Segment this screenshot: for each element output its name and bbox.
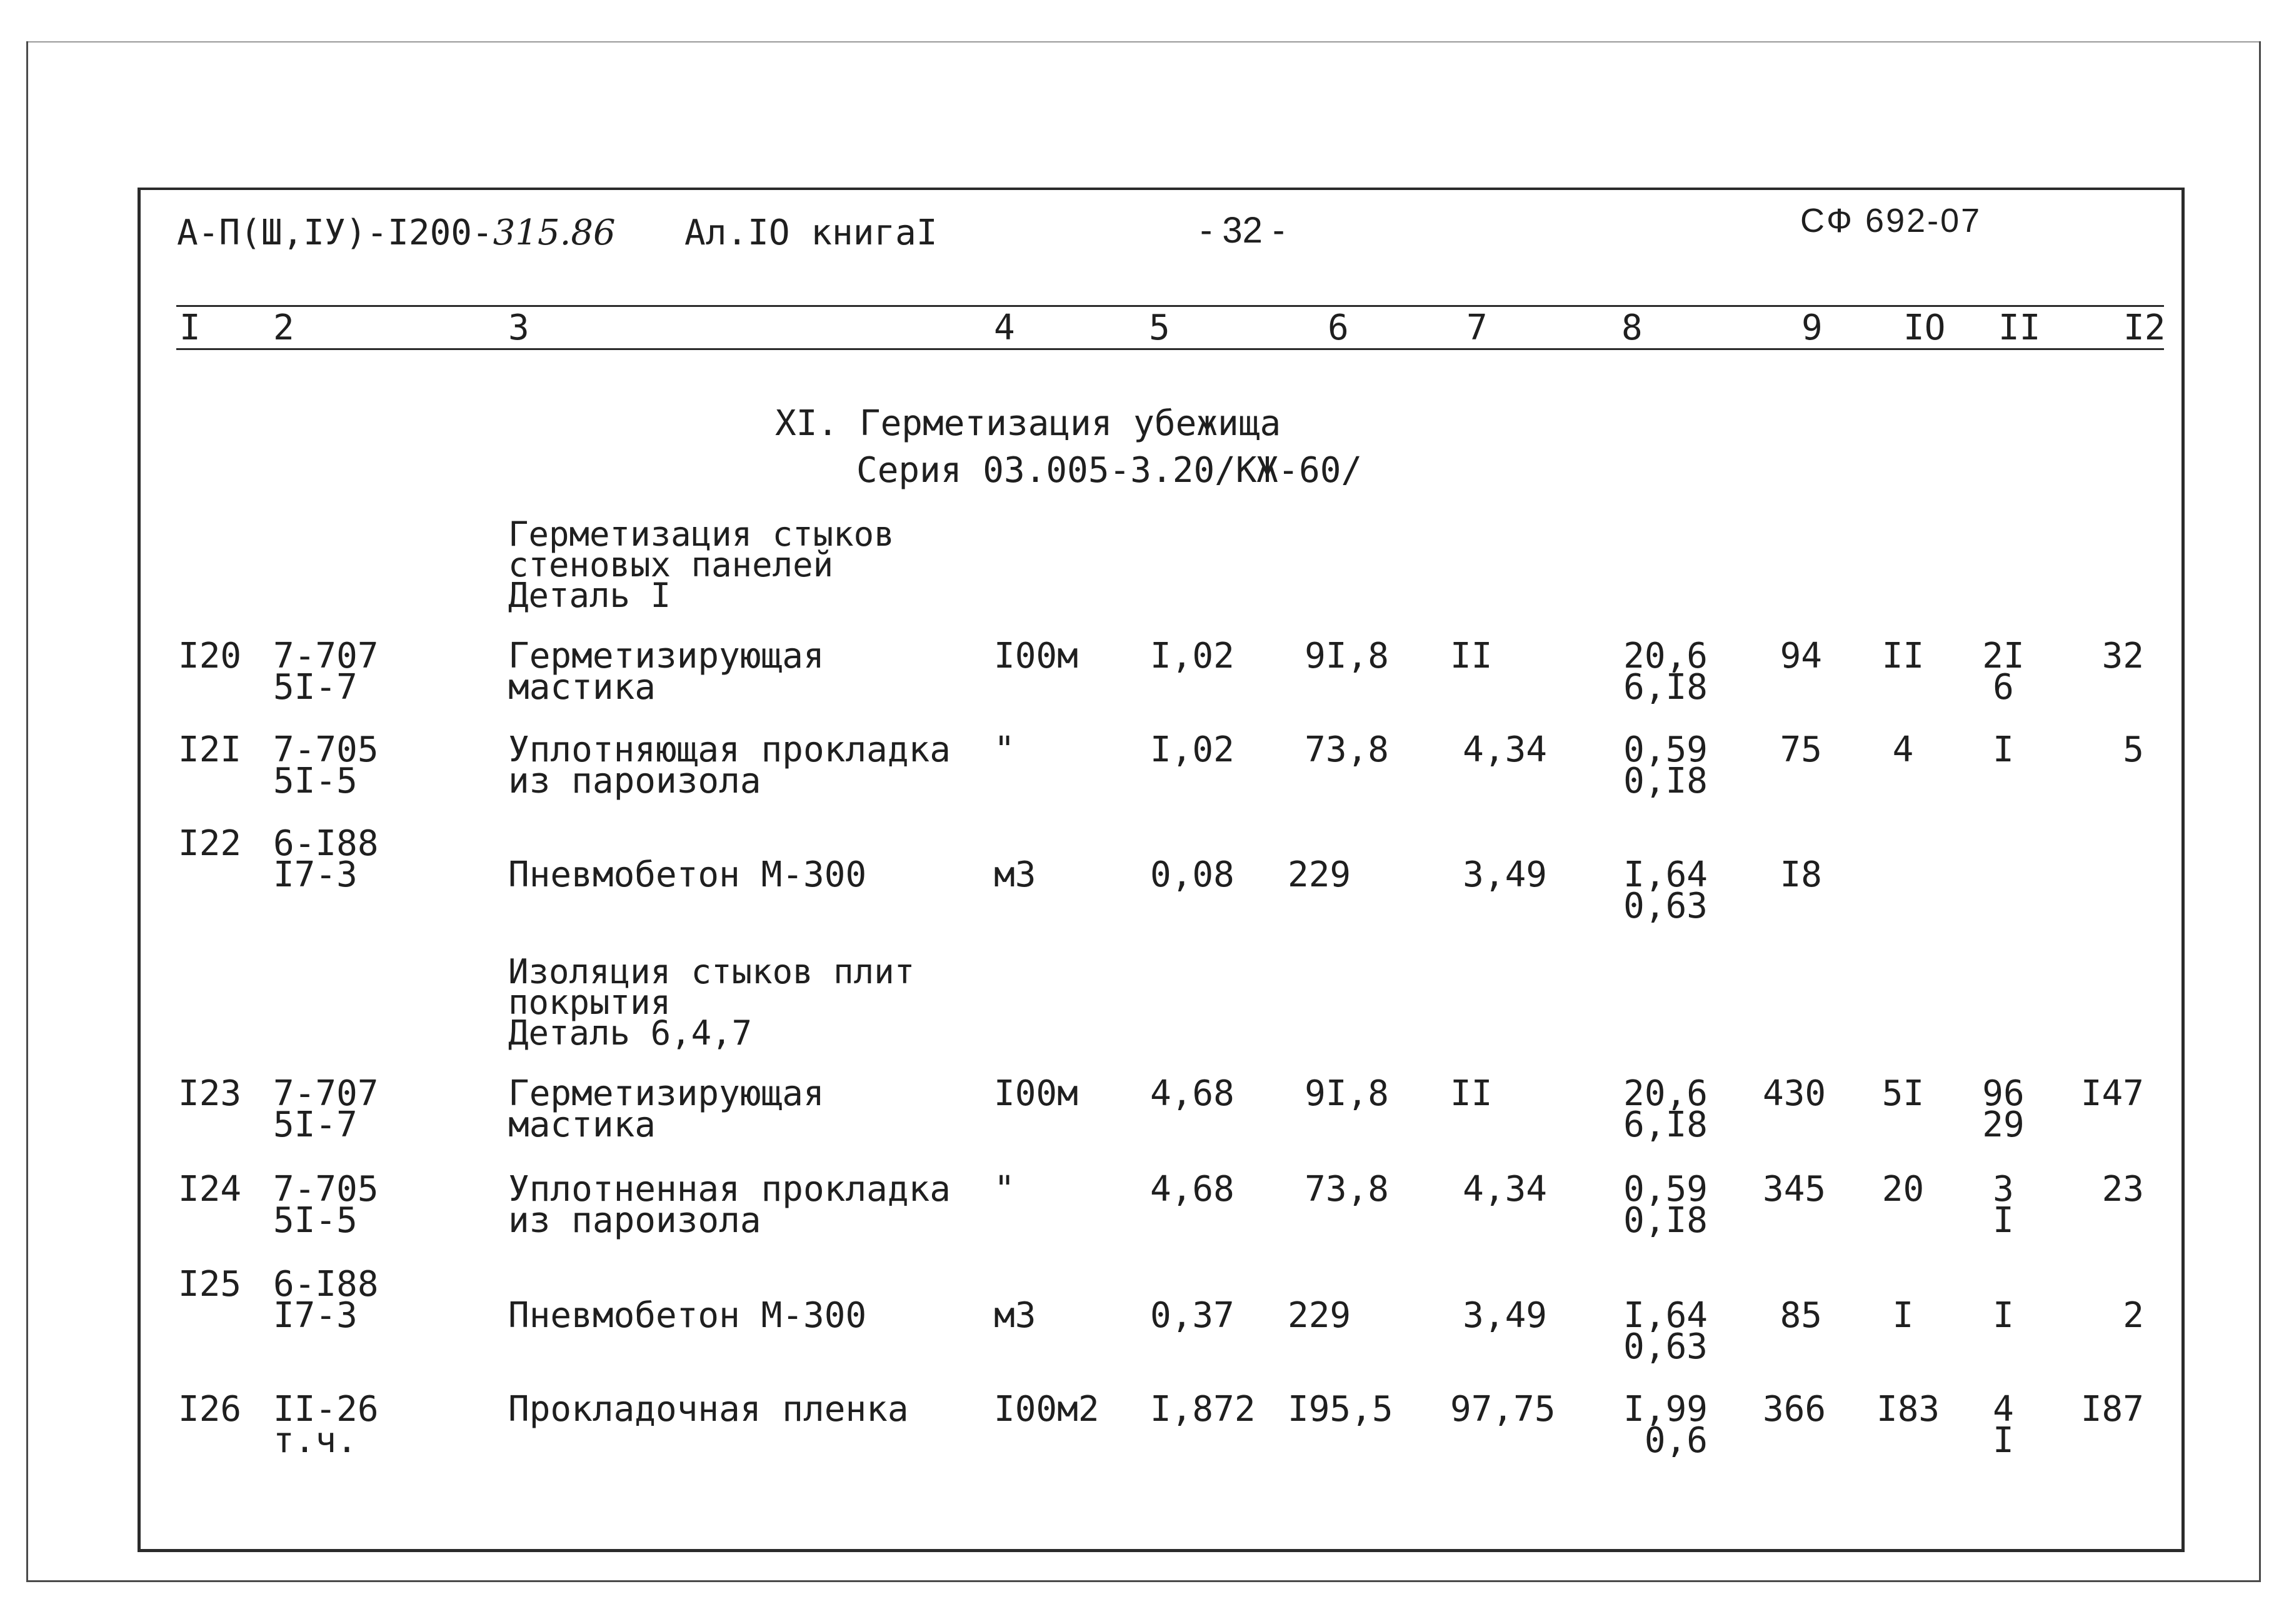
rate-code-line: 6-I88 [273, 1264, 379, 1305]
col11-value [1969, 1169, 2038, 1241]
col6-value: I95,5 [1288, 1389, 1393, 1430]
col6-value: 73,8 [1305, 729, 1389, 770]
col8-line: 0,I8 [1623, 761, 1708, 801]
col10-value: I [1892, 1295, 1914, 1336]
rate-code [273, 1389, 379, 1461]
unit: I00м [994, 636, 1078, 676]
column-number: 2 [273, 308, 294, 348]
album-label: Ал.IO книгаI [684, 213, 938, 253]
column-number: 9 [1801, 308, 1823, 348]
col10-value: 5I [1881, 1073, 1925, 1114]
rate-code-line: 6-I88 [273, 823, 379, 864]
rate-code [273, 729, 379, 801]
item-name [508, 636, 824, 708]
col9-value: I8 [1780, 855, 1822, 895]
rate-code-line: 7-705 [273, 1169, 379, 1210]
col6-value: 9I,8 [1305, 1073, 1389, 1114]
col12-value: I87 [2080, 1389, 2144, 1430]
col10-value: 4 [1892, 729, 1914, 770]
item-name [508, 1073, 824, 1145]
col11-line: 6 [1993, 667, 2014, 708]
col8-line: I,64 [1623, 855, 1708, 895]
col8-line: 0,I8 [1623, 1200, 1708, 1241]
col8-value [1600, 636, 1708, 708]
col11-line: 4 [1993, 1389, 2014, 1430]
unit: " [994, 1169, 1015, 1210]
col10-value: II [1881, 636, 1925, 676]
col8-line: 6,I8 [1623, 667, 1708, 708]
col11-line: I [1993, 1295, 2014, 1336]
rate-code-line: 5I-5 [273, 761, 358, 801]
item-name-line: мастика [508, 1105, 656, 1145]
unit: I00м2 [994, 1389, 1099, 1430]
group-heading [508, 952, 915, 1053]
col11-value [1969, 729, 2038, 770]
col7-value: 3,49 [1463, 855, 1547, 895]
item-name [508, 1295, 867, 1336]
col7-value: 4,34 [1463, 1169, 1547, 1210]
quantity: 0,08 [1150, 855, 1235, 895]
rate-code [273, 823, 379, 895]
item-name-line: Уплотненная прокладка [508, 1169, 951, 1210]
col11-value [1969, 636, 2038, 708]
row-number: I23 [178, 1073, 242, 1114]
row-number: I2I [178, 729, 242, 770]
rate-code-line: II-26 [273, 1389, 379, 1430]
rate-code-line: 7-705 [273, 729, 379, 770]
row-number: I22 [178, 823, 242, 864]
col7-value: 97,75 [1450, 1389, 1556, 1430]
rate-code [273, 636, 379, 708]
col8-line: I,64 [1623, 1295, 1708, 1336]
col10-value: 20 [1881, 1169, 1925, 1210]
rate-code [273, 1073, 379, 1145]
document-code [177, 213, 616, 253]
rate-code-line: 5I-7 [273, 1105, 358, 1145]
col11-line: I [1993, 1200, 2014, 1241]
col9-value: 345 [1763, 1169, 1826, 1210]
col7-value: II [1450, 636, 1493, 676]
col9-value: 366 [1763, 1389, 1826, 1430]
col11-line: I [1993, 1420, 2014, 1461]
item-name [508, 1389, 909, 1430]
col8-value [1600, 1073, 1708, 1145]
group-heading-line: покрытия [508, 983, 671, 1022]
column-number: II [1998, 308, 2041, 348]
rate-code-line: 5I-5 [273, 1200, 358, 1241]
item-name [508, 729, 951, 801]
quantity: 0,37 [1150, 1295, 1235, 1336]
col12-value: 23 [2101, 1169, 2144, 1210]
item-name [508, 855, 867, 895]
col7-value: 4,34 [1463, 729, 1547, 770]
col6-value: 9I,8 [1305, 636, 1389, 676]
col9-value: 75 [1780, 729, 1822, 770]
header-rule-bottom [176, 348, 2164, 350]
section-title: XI. Герметизация убежища [775, 403, 1281, 444]
col10-value: I83 [1876, 1389, 1940, 1430]
row-number: I24 [178, 1169, 242, 1210]
column-number: 4 [994, 308, 1015, 348]
col8-line: 20,6 [1623, 1073, 1708, 1114]
column-number: IO [1903, 308, 1946, 348]
rate-code [273, 1264, 379, 1336]
col8-line: 0,59 [1623, 1169, 1708, 1210]
item-name-line: Герметизирующая [508, 1073, 824, 1114]
group-heading-line: Деталь 6,4,7 [508, 1013, 753, 1053]
col7-value: II [1450, 1073, 1493, 1114]
col11-line: I [1993, 729, 2014, 770]
sheet-code: СФ 692-07 [1800, 202, 1982, 239]
section-series: Серия 03.005-3.20/КЖ-60/ [856, 450, 1363, 491]
rate-code-line: 5I-7 [273, 667, 358, 708]
col8-value [1600, 1169, 1708, 1241]
header-rule-top [176, 305, 2164, 307]
col8-value [1600, 729, 1708, 801]
rate-code-line: I7-3 [273, 1295, 358, 1336]
col9-value: 94 [1780, 636, 1822, 676]
item-name-line: Пневмобетон М-300 [508, 855, 867, 895]
col8-line: 0,6 [1644, 1420, 1708, 1461]
col12-value: 5 [2123, 729, 2144, 770]
document-code-typed: А-П(Ш,IУ)-I200- [177, 213, 493, 253]
rate-code-line: 7-707 [273, 1073, 379, 1114]
item-name-line: Уплотняющая прокладка [508, 729, 951, 770]
col6-value: 229 [1288, 1295, 1351, 1336]
col8-value [1600, 855, 1708, 926]
item-name-line: Прокладочная пленка [508, 1389, 909, 1430]
item-name [508, 1169, 951, 1241]
col6-value: 73,8 [1305, 1169, 1389, 1210]
col11-line: 2I [1982, 636, 2025, 676]
rate-code [273, 1169, 379, 1241]
row-number: I25 [178, 1264, 242, 1305]
col8-value [1600, 1389, 1708, 1461]
col12-value: 2 [2123, 1295, 2144, 1336]
col9-value: 430 [1763, 1073, 1826, 1114]
col8-line: 0,63 [1623, 886, 1708, 926]
column-number: I2 [2123, 308, 2166, 348]
column-number: 3 [508, 308, 529, 348]
unit: м3 [994, 855, 1036, 895]
group-heading-line: стеновых панелей [508, 545, 834, 584]
col7-value: 3,49 [1463, 1295, 1547, 1336]
column-number: I [179, 308, 201, 348]
col12-value: 32 [2101, 636, 2144, 676]
col8-value [1600, 1295, 1708, 1367]
rate-code-line: т.ч. [273, 1420, 358, 1461]
row-number: I26 [178, 1389, 242, 1430]
col11-line: 29 [1982, 1105, 2025, 1145]
group-heading-line: Герметизация стыков [508, 514, 894, 554]
col11-value [1969, 1295, 2038, 1336]
column-number: 7 [1466, 308, 1488, 348]
group-heading-line: Деталь I [508, 576, 671, 615]
page-number: - 32 - [1200, 210, 1285, 251]
group-heading-line: Изоляция стыков плит [508, 952, 915, 991]
quantity: I,02 [1150, 729, 1235, 770]
column-number: 8 [1621, 308, 1643, 348]
col11-line: 96 [1982, 1073, 2025, 1114]
item-name-line: мастика [508, 667, 656, 708]
rate-code-line: I7-3 [273, 855, 358, 895]
row-number: I20 [178, 636, 242, 676]
unit: I00м [994, 1073, 1078, 1114]
col8-line: 6,I8 [1623, 1105, 1708, 1145]
col6-value: 229 [1288, 855, 1351, 895]
group-heading [508, 514, 894, 615]
col9-value: 85 [1780, 1295, 1822, 1336]
col8-line: I,99 [1623, 1389, 1708, 1430]
unit: " [994, 729, 1015, 770]
col11-line: 3 [1993, 1169, 2014, 1210]
unit: м3 [994, 1295, 1036, 1336]
col11-value [1969, 1073, 2038, 1145]
quantity: I,02 [1150, 636, 1235, 676]
quantity: I,872 [1150, 1389, 1256, 1430]
item-name-line: из пароизола [508, 761, 761, 801]
col8-line: 0,59 [1623, 729, 1708, 770]
item-name-line: Пневмобетон М-300 [508, 1295, 867, 1336]
item-name-line: из пароизола [508, 1200, 761, 1241]
column-number: 5 [1149, 308, 1170, 348]
item-name-line: Герметизирующая [508, 636, 824, 676]
document-code-handwritten: 315.86 [493, 213, 616, 253]
col11-value [1969, 1389, 2038, 1461]
col8-line: 20,6 [1623, 636, 1708, 676]
col12-value: I47 [2080, 1073, 2144, 1114]
col8-line: 0,63 [1623, 1326, 1708, 1367]
quantity: 4,68 [1150, 1169, 1235, 1210]
quantity: 4,68 [1150, 1073, 1235, 1114]
rate-code-line: 7-707 [273, 636, 379, 676]
column-number: 6 [1328, 308, 1349, 348]
